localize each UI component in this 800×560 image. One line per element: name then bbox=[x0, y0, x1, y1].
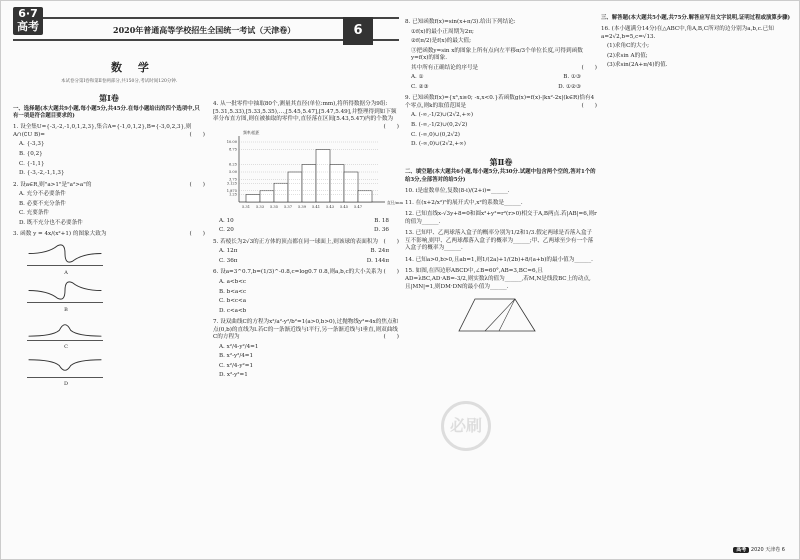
q9-option-d: D. (-∞,0)∪(2√2,+∞) bbox=[411, 141, 466, 148]
q8-options-2 bbox=[411, 84, 581, 92]
q3-graph-a bbox=[27, 242, 103, 266]
q8-stem: 8. 已知函数f(x)=sin(x+π/3).给出下列结论: bbox=[405, 19, 516, 25]
y-tick-label: 3.75 bbox=[228, 177, 237, 182]
quadrilateral-figure bbox=[455, 295, 545, 335]
paper-number: 6 bbox=[343, 17, 373, 45]
x-tick-label: 5.39 bbox=[297, 205, 307, 210]
logo-bottom: 高考 bbox=[17, 20, 39, 33]
q7-stem: 7. 设双曲线C的方程为x²/a²-y²/b²=1(a>0,b>0),过抛物线y²=4x的焦点和点(0,b)的直线为l.若C的一条渐近线与l平行,另一条渐近线与l垂直,则双曲线C的方程为 bbox=[213, 319, 399, 341]
q5-option-b: B. 24π bbox=[370, 248, 389, 255]
q3-label-c: C bbox=[64, 344, 68, 351]
q4-option-c: C. 20 bbox=[219, 227, 234, 234]
y-tick-label: 10.00 bbox=[226, 140, 237, 145]
q5-option-d: D. 144π bbox=[366, 257, 389, 264]
x-tick-label: 5.35 bbox=[269, 205, 279, 210]
q8-options bbox=[411, 74, 581, 82]
q5-options-2 bbox=[219, 258, 389, 266]
q7-option-d: D. x²-y²=1 bbox=[219, 372, 248, 379]
x-tick-label: 5.33 bbox=[255, 205, 265, 210]
y-tick-label: 5.00 bbox=[228, 170, 237, 175]
q9-option-c: C. (-∞,0)∪(0,2√2) bbox=[411, 131, 460, 138]
q3-label-a: A bbox=[64, 269, 68, 276]
q4-options bbox=[219, 218, 389, 226]
column-1 bbox=[13, 91, 205, 388]
q2-option-b: B. 必要不充分条件 bbox=[19, 200, 66, 207]
q8-question: 其中所有正确结论的序号是 bbox=[411, 64, 479, 71]
fill-15: 15. 如图,在四边形ABCD中,∠B=60°,AB=3,BC=6,且AD=λBC,AD·AB=-3/2,则实数λ的值为______,若M,N是线段BC上的动点,且|MN|=1,则DM·DN的最小值为______. bbox=[405, 268, 591, 290]
q9-option-b: B. (-∞,-1/2)∪(0,2√2) bbox=[411, 122, 468, 129]
q9-option-a: A. (-∞,-1/2)∪(2√2,+∞) bbox=[411, 112, 474, 119]
q3-graph-c bbox=[27, 317, 103, 341]
x-axis-label: 直径/mm bbox=[387, 200, 404, 206]
q4-option-d: D. 36 bbox=[374, 227, 389, 234]
question-6 bbox=[213, 269, 399, 315]
q16-stem: 16. (本小题满分14分)在△ABC中,角A,B,C所对的边分别为a,b,c.已知a=2√2,b=5,c=√13. bbox=[601, 26, 774, 40]
q6-paren: ( ) bbox=[383, 269, 399, 276]
q5-option-a: A. 12π bbox=[219, 248, 238, 255]
column-2 bbox=[213, 97, 404, 380]
fill-13: 13. 已知甲、乙两球落入盒子的概率分别为1/2和1/3.假定两球是否落入盒子互不影响,则甲、乙两球都落入盒子的概率为______;甲、乙两球至少有一个落入盒子的概率为______. bbox=[405, 230, 594, 252]
y-tick-label: 3.125 bbox=[226, 181, 237, 186]
q6-option-c: C. b<c<a bbox=[219, 298, 247, 305]
y-tick-label: 6.25 bbox=[228, 162, 237, 167]
q7-option-b: B. x²-y²/4=1 bbox=[219, 353, 254, 360]
histogram-bar bbox=[316, 150, 330, 203]
q1-option-b: B. {0,2} bbox=[19, 151, 43, 158]
column-3 bbox=[405, 15, 597, 339]
fill-10: 10. i是虚数单位,复数(8-i)/(2+i)=______. bbox=[405, 188, 510, 195]
x-tick-label: 5.45 bbox=[339, 205, 349, 210]
column-4 bbox=[601, 15, 793, 70]
q8-option-c: C. ②③ bbox=[411, 83, 429, 90]
y-tick-label: 1.875 bbox=[226, 189, 237, 194]
question-4 bbox=[213, 101, 404, 235]
fill-14: 14. 已知a>0,b>0,且ab=1,则1/(2a)+1/(2b)+8/(a+b)的最小值为______. bbox=[405, 256, 593, 263]
histogram-bar bbox=[288, 172, 302, 202]
q8-option-d: D. ①②③ bbox=[558, 83, 581, 90]
question-5 bbox=[213, 239, 399, 266]
q3-label-d: D bbox=[63, 381, 68, 388]
subject-title: 数 学 bbox=[111, 61, 155, 74]
q7-option-a: A. x²/4-y²/4=1 bbox=[219, 343, 259, 350]
x-tick-label: 5.37 bbox=[283, 205, 293, 210]
x-tick-label: 5.43 bbox=[325, 205, 335, 210]
q2-paren: ( ) bbox=[189, 181, 205, 188]
x-tick-label: 5.41 bbox=[311, 205, 321, 210]
x-tick-label: 5.31 bbox=[241, 205, 251, 210]
fill-12: 12. 已知直线x-√3y+8=0和圆x²+y²=r²(r>0)相交于A,B两点.若|AB|=6,则r的值为______. bbox=[405, 211, 597, 225]
q8-item-2: ②f(π/2)是f(x)的最大值; bbox=[411, 38, 472, 45]
section-1-heading: 一、选择题(本大题共9小题,每小题5分,共45分.在每小题给出的四个选项中,只有一项是符合题目要求的) bbox=[13, 105, 200, 120]
y-axis-label: 频率/组距 bbox=[243, 130, 260, 136]
q3-graph-b bbox=[27, 279, 103, 303]
y-tick-label: 8.75 bbox=[228, 147, 237, 152]
q8-item-4 bbox=[411, 65, 597, 73]
q9-stem: 9. 已知函数f(x)={x³,x≥0; -x,x<0.}若函数g(x)=f(x)-|kx²-2x|(k∈R)恰有4个零点,则k的取值范围是 bbox=[405, 95, 595, 109]
q1-paren: ( ) bbox=[189, 131, 205, 138]
q1-stem: 1. 设全集U={-3,-2,-1,0,1,2,3},集合A={-1,0,1,2},B={-3,0,2,3},则A∩(∁U B)= bbox=[13, 124, 192, 138]
q1-option-a: A. {-3,3} bbox=[19, 141, 45, 148]
q7-option-c: C. x²/4-y²=1 bbox=[219, 362, 254, 369]
q2-stem: 2. 设a∈R,则"a>1"是"a²>a"的 bbox=[13, 181, 92, 188]
q16-part-3: (3)求sin(2A+π/4)的值. bbox=[607, 62, 668, 69]
question-3 bbox=[13, 231, 205, 388]
q2-option-d: D. 既不充分也不必要条件 bbox=[19, 219, 83, 226]
question-9 bbox=[405, 95, 597, 148]
question-1 bbox=[13, 124, 205, 177]
q5-options bbox=[219, 248, 389, 256]
x-tick-label: 5.47 bbox=[353, 205, 363, 210]
q1-option-c: C. {-1,1} bbox=[19, 160, 45, 167]
histogram-bar bbox=[246, 195, 260, 203]
question-7 bbox=[213, 319, 399, 380]
q6-option-a: A. a<b<c bbox=[219, 279, 247, 286]
q8-option-b: B. ①③ bbox=[563, 74, 581, 81]
q8-item-1: ①f(x)的最小正周期为2π; bbox=[411, 28, 474, 35]
q3-paren: ( ) bbox=[189, 231, 205, 238]
q4-stem: 4. 从一批零件中抽取80个,测量其直径(单位:mm),将所得数据分为9组:[5.31,5.33),[5.33,5.35),…,[5.45,5.47],[5.47,5.49],并整理得到如下频率分布直方图,则在被抽取的零件中,直径落在区间[5.43,5.47)内的个数为 bbox=[213, 101, 397, 123]
question-8 bbox=[405, 19, 597, 91]
fill-11: 11. 在(x+2/x²)⁵的展开式中,x²的系数是______. bbox=[405, 199, 523, 206]
watermark: 必刷 bbox=[441, 401, 491, 451]
page-footer bbox=[733, 546, 785, 553]
q1-option-d: D. {-3,-2,-1,1,3} bbox=[19, 170, 65, 177]
logo-top: 6·7 bbox=[18, 7, 38, 20]
q3-label-b: B bbox=[64, 306, 68, 313]
footer-badge: 高考 bbox=[733, 547, 749, 553]
volume-2-title: 第Ⅱ卷 bbox=[489, 156, 513, 167]
q7-paren: ( ) bbox=[383, 334, 399, 341]
footer-text: 2020 天津卷 6 bbox=[750, 547, 785, 553]
histogram-bar bbox=[358, 191, 372, 202]
q5-option-c: C. 36π bbox=[219, 257, 238, 264]
volume-1-title: 第Ⅰ卷 bbox=[99, 93, 119, 103]
section-3-heading: 三、解答题(本大题共5小题,共75分.解答应写出文字说明,证明过程或演算步骤) bbox=[601, 15, 791, 21]
histogram-bar bbox=[344, 172, 358, 202]
q8-paren: ( ) bbox=[581, 64, 597, 71]
section-2-heading: 二、填空题(本大题共6小题,每小题5分,共30分.试题中包含两个空的,答对1个的给3分,全部答对的给5分) bbox=[405, 169, 596, 183]
q9-paren: ( ) bbox=[581, 102, 597, 109]
q5-paren: ( ) bbox=[383, 238, 399, 245]
histogram-bar bbox=[260, 191, 274, 202]
histogram-bar bbox=[274, 183, 288, 202]
y-tick-label: 1.25 bbox=[228, 192, 237, 197]
q8-option-a: A. ① bbox=[411, 74, 424, 81]
q2-option-c: C. 充要条件 bbox=[19, 210, 50, 217]
q6-option-d: D. c<a<b bbox=[219, 307, 247, 314]
q4-option-a: A. 10 bbox=[219, 217, 234, 224]
exam-title: 2020年普通高等学校招生全国统一考试（天津卷） bbox=[113, 25, 296, 35]
q6-stem: 6. 设a=3^0.7,b=(1/3)^-0.8,c=log0.7 0.8,则a,b,c的大小关系为 bbox=[213, 269, 383, 276]
q16-part-2: (2)求sin A的值; bbox=[607, 52, 648, 59]
question-16 bbox=[601, 26, 793, 70]
q3-graph-d bbox=[27, 354, 103, 378]
exam-note: 本试卷分第Ⅰ卷和第Ⅱ卷两部分,共150分,考试时间120分钟. bbox=[61, 79, 178, 84]
q4-options-2 bbox=[219, 227, 389, 235]
q16-part-1: (1)求角C的大小; bbox=[607, 43, 650, 50]
q5-stem: 5. 若棱长为2√3的正方体的顶点都在同一球面上,则该球的表面积为 bbox=[213, 238, 379, 245]
header-banner bbox=[13, 7, 399, 41]
histogram-chart bbox=[213, 130, 404, 212]
q8-item-3: ③把函数y=sin x的图象上所有点向左平移π/3个单位长度,可得到函数y=f(x)的图象. bbox=[411, 47, 583, 62]
question-2 bbox=[13, 182, 205, 228]
q6-option-b: B. b<a<c bbox=[219, 288, 247, 295]
q3-stem: 3. 函数 y = 4x/(x²+1) 的图象大致为 bbox=[13, 231, 107, 238]
q4-option-b: B. 18 bbox=[374, 217, 389, 224]
q2-option-a: A. 充分不必要条件 bbox=[19, 191, 66, 198]
q4-paren: ( ) bbox=[383, 123, 399, 130]
logo bbox=[13, 7, 43, 35]
